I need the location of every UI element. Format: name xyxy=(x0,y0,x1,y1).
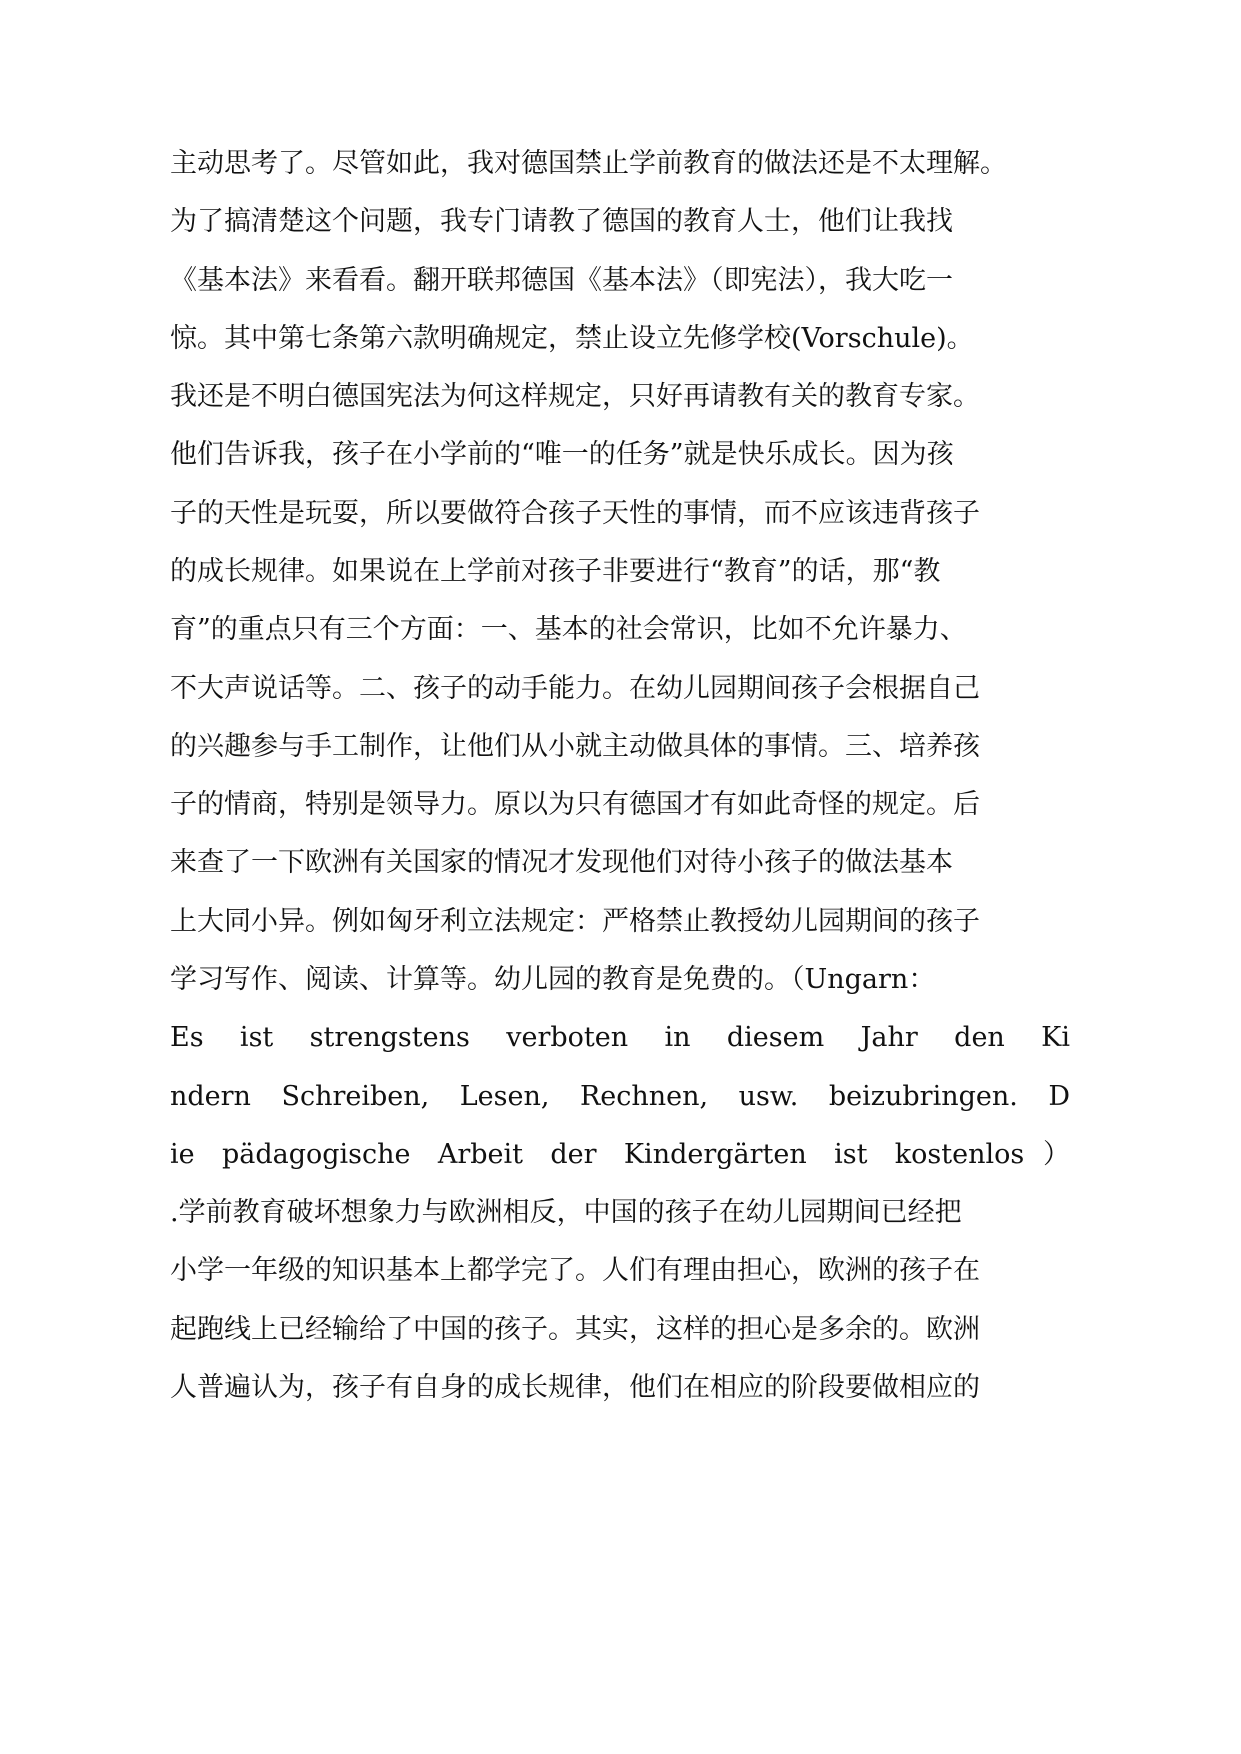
body-text-line: 他们告诉我，孩子在小学前的“唯一的任务”就是快乐成长。因为孩 xyxy=(170,439,954,470)
body-text-line: 人普遍认为，孩子有自身的成长规律，他们在相应的阶段要做相应的 xyxy=(170,1372,980,1403)
body-text-line: 的成长规律。如果说在上学前对孩子非要进行“教育”的话，那“教 xyxy=(170,556,941,587)
body-text-line: 的兴趣参与手工制作，让他们从小就主动做具体的事情。三、培养孩 xyxy=(170,731,980,762)
body-text-line: 来查了一下欧洲有关国家的情况才发现他们对待小孩子的做法基本 xyxy=(170,847,953,878)
body-text-line: 《基本法》来看看。翻开联邦德国《基本法》（即宪法），我大吃一 xyxy=(170,265,953,296)
body-text-line: 不大声说话等。二、孩子的动手能力。在幼儿园期间孩子会根据自己 xyxy=(170,673,980,704)
body-text-line: .学前教育破坏想象力与欧洲相反，中国的孩子在幼儿园期间已经把 xyxy=(170,1197,962,1228)
german-quote-line: ndern Schreiben, Lesen, Rechnen, usw. beizubringen. D xyxy=(170,1081,1070,1112)
body-text-line: 子的情商，特别是领导力。原以为只有德国才有如此奇怪的规定。后 xyxy=(170,789,980,820)
body-text-line: 为了搞清楚这个问题，我专门请教了德国的教育人士，他们让我找 xyxy=(170,206,953,237)
german-quote-line: Es ist strengstens verboten in diesem Jahr den Ki xyxy=(170,1022,1070,1053)
body-text-line: 主动思考了。尽管如此，我对德国禁止学前教育的做法还是不太理解。 xyxy=(170,148,1007,179)
body-text-line: 起跑线上已经输给了中国的孩子。其实，这样的担心是多余的。欧洲 xyxy=(170,1314,980,1345)
body-text-line: 我还是不明白德国宪法为何这样规定，只好再请教有关的教育专家。 xyxy=(170,381,980,412)
body-text-line: 子的天性是玩耍，所以要做符合孩子天性的事情，而不应该违背孩子 xyxy=(170,498,980,529)
body-text-line: 惊。其中第七条第六款明确规定，禁止设立先修学校(Vorschule)。 xyxy=(170,323,974,354)
body-text-line: 育”的重点只有三个方面：一、基本的社会常识，比如不允许暴力、 xyxy=(170,614,967,645)
body-text-line: 小学一年级的知识基本上都学完了。人们有理由担心，欧洲的孩子在 xyxy=(170,1255,980,1286)
body-text-line: 上大同小异。例如匈牙利立法规定：严格禁止教授幼儿园期间的孩子 xyxy=(170,906,980,937)
body-text-line: 学习写作、阅读、计算等。幼儿园的教育是免费的。（Ungarn： xyxy=(170,964,936,995)
german-quote-line: ie pädagogische Arbeit der Kindergärten ist kostenlos） xyxy=(170,1139,1070,1170)
